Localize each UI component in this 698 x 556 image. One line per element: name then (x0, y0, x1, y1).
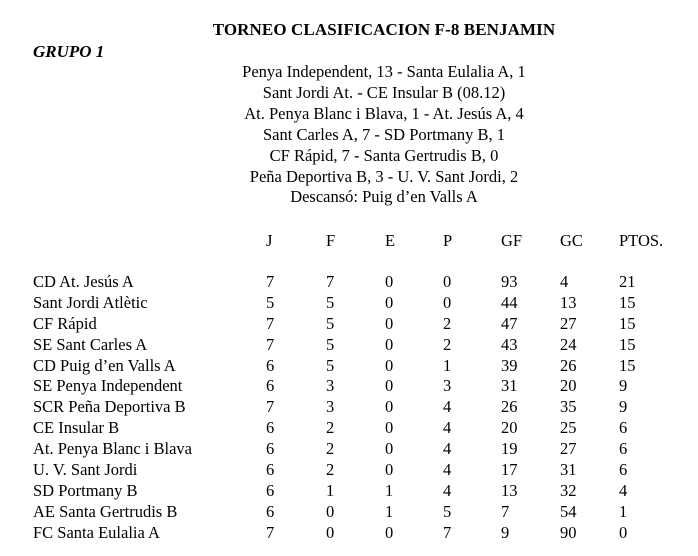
match-result: Penya Independent, 13 - Santa Eulalia A, 1 (242, 62, 526, 81)
points-value: 9 (619, 376, 628, 396)
won-value: 7 (326, 272, 335, 291)
table-row (0, 418, 698, 439)
won-value: 2 (326, 439, 335, 459)
drawn-value: 0 (385, 418, 394, 438)
won-value: 5 (326, 355, 335, 375)
played-value: 6 (266, 355, 275, 375)
match-result: Sant Jordi At. - CE Insular B (08.12) (262, 82, 506, 102)
table-row (0, 376, 698, 397)
table-row (0, 481, 698, 502)
match-results (0, 62, 698, 208)
team-name: FC Santa Eulalia A (33, 522, 160, 542)
goals-for-value: 19 (501, 439, 518, 459)
lost-value: 2 (443, 334, 452, 354)
lost-value: 4 (443, 418, 452, 438)
lost-value: 4 (443, 439, 452, 459)
drawn-value: 0 (385, 355, 394, 375)
goals-against-value: 35 (560, 397, 577, 417)
table-row (0, 397, 698, 418)
played-value: 6 (266, 376, 275, 396)
points-value: 4 (619, 480, 628, 500)
drawn-value: 0 (385, 397, 394, 417)
won-value: 2 (326, 418, 335, 438)
goals-against-value: 25 (560, 418, 577, 438)
points-value: 6 (619, 418, 628, 438)
table-row (0, 502, 698, 523)
won-value: 3 (326, 376, 335, 396)
won-value: 5 (326, 334, 335, 354)
match-result: CF Rápid, 7 - Santa Gertrudis B, 0 (269, 145, 499, 165)
header-drawn: E (385, 231, 396, 250)
table-row (0, 356, 698, 377)
points-value: 1 (619, 501, 628, 521)
standings-table (0, 272, 698, 544)
played-value: 7 (266, 522, 275, 542)
header-goals-for: GF (501, 231, 523, 250)
played-value: 6 (266, 418, 275, 438)
document-title: TORNEO CLASIFICACION F-8 BENJAMIN (212, 20, 556, 39)
drawn-value: 0 (385, 376, 394, 396)
drawn-value: 0 (385, 439, 394, 459)
lost-value: 0 (443, 292, 452, 312)
played-value: 7 (266, 334, 275, 354)
table-row (0, 439, 698, 460)
team-name: CD Puig d’en Valls A (33, 355, 176, 375)
team-name: SE Sant Carles A (33, 334, 148, 354)
team-name: Sant Jordi Atlètic (33, 292, 148, 312)
goals-for-value: 43 (501, 334, 518, 354)
match-result: At. Penya Blanc i Blava, 1 - At. Jesús A, 4 (244, 103, 524, 123)
team-name: CE Insular B (33, 418, 120, 438)
won-value: 5 (326, 292, 335, 312)
goals-against-value: 4 (560, 272, 569, 291)
drawn-value: 0 (385, 313, 394, 333)
header-played: J (266, 231, 273, 250)
played-value: 7 (266, 397, 275, 417)
goals-for-value: 93 (501, 272, 518, 291)
standings-header (0, 231, 698, 251)
drawn-value: 0 (385, 272, 394, 291)
lost-value: 3 (443, 376, 452, 396)
goals-for-value: 20 (501, 418, 518, 438)
played-value: 6 (266, 501, 275, 521)
lost-value: 4 (443, 480, 452, 500)
points-value: 6 (619, 460, 628, 480)
lost-value: 4 (443, 397, 452, 417)
goals-against-value: 54 (560, 501, 577, 521)
goals-against-value: 26 (560, 355, 577, 375)
played-value: 6 (266, 460, 275, 480)
goals-for-value: 13 (501, 480, 518, 500)
played-value: 6 (266, 480, 275, 500)
team-name: CD At. Jesús A (33, 272, 134, 291)
goals-against-value: 13 (560, 292, 577, 312)
table-row (0, 272, 698, 293)
match-result: Sant Carles A, 7 - SD Portmany B, 1 (263, 124, 505, 144)
table-row (0, 460, 698, 481)
goals-against-value: 20 (560, 376, 577, 396)
table-row (0, 293, 698, 314)
header-points: PTOS. (619, 231, 664, 250)
goals-against-value: 24 (560, 334, 577, 354)
team-name: At. Penya Blanc i Blava (33, 439, 193, 459)
goals-for-value: 44 (501, 292, 518, 312)
header-lost: P (443, 231, 453, 250)
points-value: 6 (619, 439, 628, 459)
lost-value: 0 (443, 272, 452, 291)
goals-for-value: 9 (501, 522, 510, 542)
points-value: 15 (619, 334, 636, 354)
goals-for-value: 17 (501, 460, 518, 480)
points-value: 0 (619, 522, 628, 542)
goals-for-value: 39 (501, 355, 518, 375)
lost-value: 2 (443, 313, 452, 333)
drawn-value: 0 (385, 292, 394, 312)
goals-against-value: 31 (560, 460, 577, 480)
won-value: 3 (326, 397, 335, 417)
drawn-value: 1 (385, 501, 394, 521)
drawn-value: 0 (385, 460, 394, 480)
lost-value: 5 (443, 501, 452, 521)
played-value: 5 (266, 292, 275, 312)
table-row (0, 335, 698, 356)
points-value: 15 (619, 313, 636, 333)
team-name: SCR Peña Deportiva B (33, 397, 186, 417)
won-value: 1 (326, 480, 335, 500)
header-goals-against: GC (560, 231, 583, 250)
played-value: 7 (266, 272, 275, 291)
team-name: SE Penya Independent (33, 376, 183, 396)
played-value: 7 (266, 313, 275, 333)
won-value: 2 (326, 460, 335, 480)
drawn-value: 1 (385, 480, 394, 500)
points-value: 21 (619, 272, 636, 291)
goals-for-value: 26 (501, 397, 518, 417)
lost-value: 7 (443, 522, 452, 542)
points-value: 15 (619, 292, 636, 312)
team-name: CF Rápid (33, 313, 97, 333)
team-name: SD Portmany B (33, 480, 138, 500)
goals-against-value: 27 (560, 439, 577, 459)
goals-for-value: 7 (501, 501, 510, 521)
table-row (0, 314, 698, 335)
points-value: 9 (619, 397, 628, 417)
played-value: 6 (266, 439, 275, 459)
lost-value: 4 (443, 460, 452, 480)
won-value: 0 (326, 501, 335, 521)
points-value: 15 (619, 355, 636, 375)
goals-for-value: 31 (501, 376, 518, 396)
team-name: U. V. Sant Jordi (33, 460, 138, 480)
match-result: Peña Deportiva B, 3 - U. V. Sant Jordi, 2 (249, 166, 519, 186)
drawn-value: 0 (385, 522, 394, 542)
lost-value: 1 (443, 355, 452, 375)
goals-for-value: 47 (501, 313, 518, 333)
won-value: 5 (326, 313, 335, 333)
goals-against-value: 27 (560, 313, 577, 333)
drawn-value: 0 (385, 334, 394, 354)
rest-note: Descansó: Puig d’en Valls A (290, 187, 478, 207)
team-name: AE Santa Gertrudis B (33, 501, 178, 521)
group-heading: GRUPO 1 (33, 42, 105, 61)
goals-against-value: 90 (560, 522, 577, 542)
won-value: 0 (326, 522, 335, 542)
header-won: F (326, 231, 336, 250)
goals-against-value: 32 (560, 480, 577, 500)
table-row (0, 523, 698, 544)
